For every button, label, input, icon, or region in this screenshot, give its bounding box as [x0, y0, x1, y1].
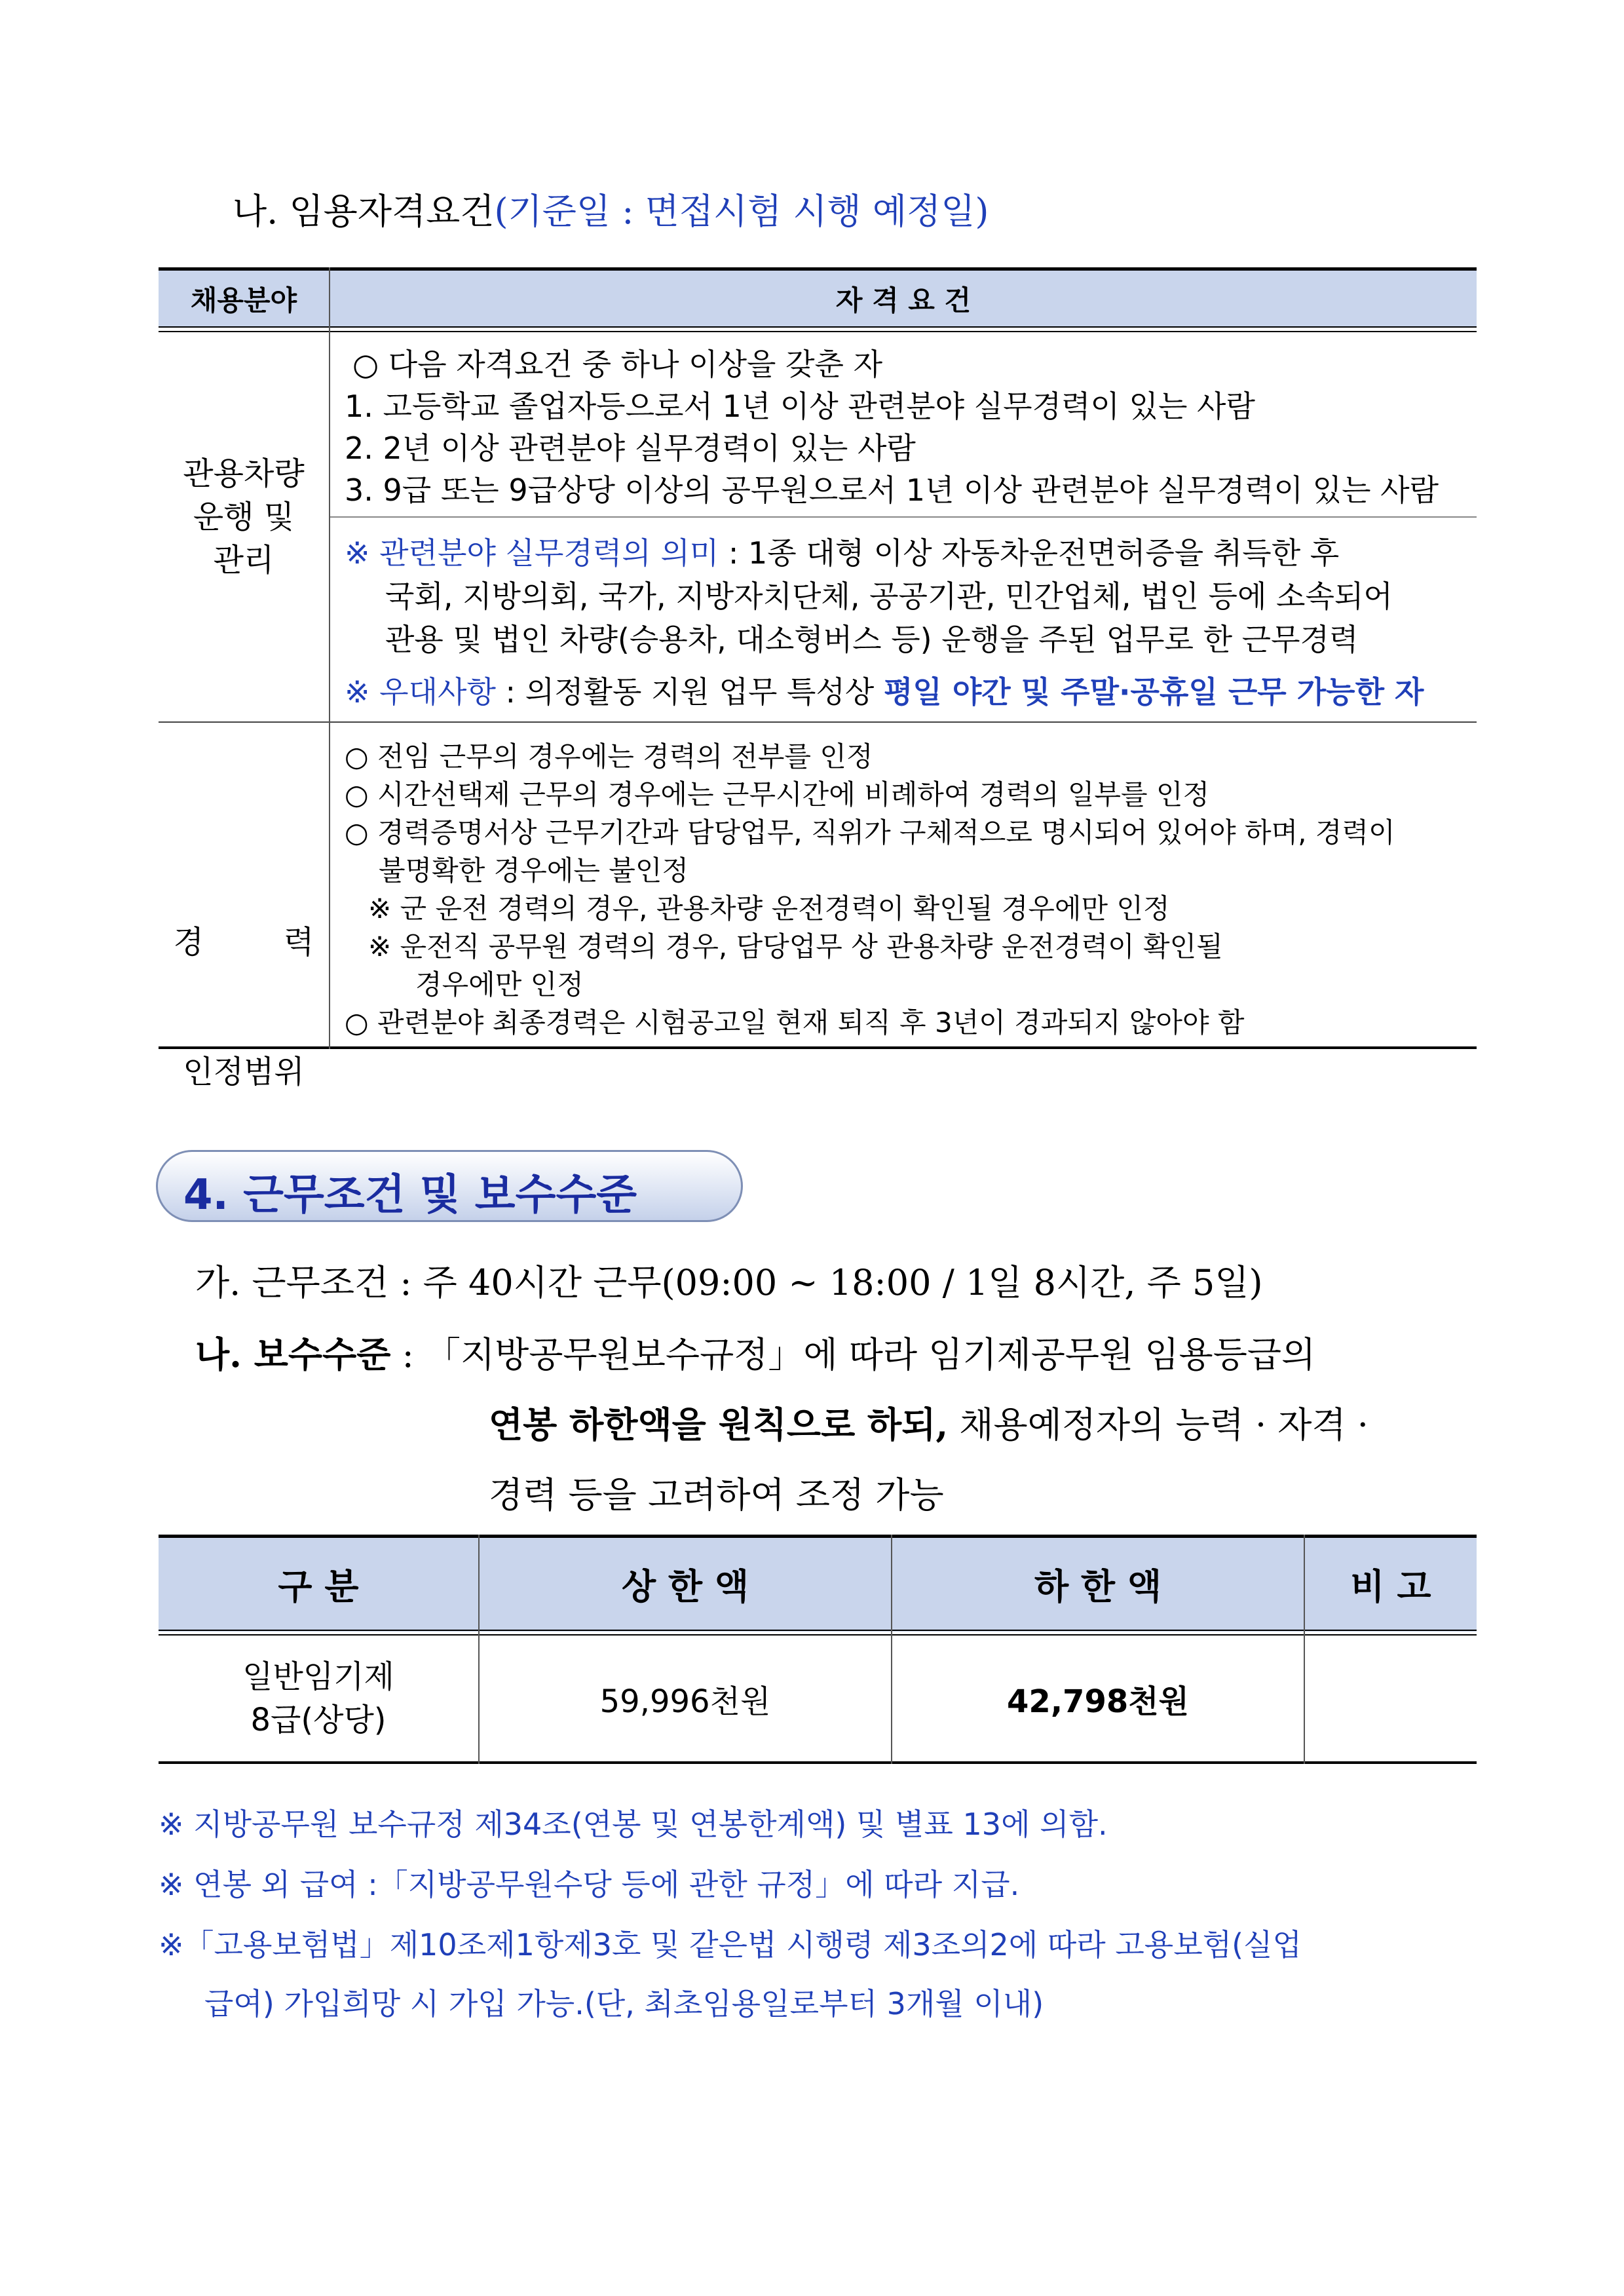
work-conditions-label: 가. 근무조건	[195, 1262, 389, 1303]
header-requirements: 자 격 요 건	[835, 284, 972, 316]
row2-line: ○ 전임 근무의 경우에는 경력의 전부를 인정	[345, 740, 873, 773]
work-conditions-text: : 주 40시간 근무(09:00 ~ 18:00 / 1일 8시간, 주 5일)	[388, 1262, 1263, 1303]
row1-note-experience	[345, 529, 1339, 573]
pay-level-label: 나. 보수수준	[195, 1333, 391, 1375]
row1-category	[159, 452, 329, 582]
salary-grade-line2: 8급(상당)	[250, 1702, 387, 1738]
pay-level-line2-bold: 연봉 하한액을 원칙으로 하되,	[489, 1404, 949, 1445]
qualification-table	[159, 267, 1477, 1090]
row1-line: 3. 9급 또는 9급상당 이상의 공무원으로서 1년 이상 관련분야 실무경력이 있는 사람	[345, 472, 1439, 508]
pay-level-line3: 경력 등을 고려하여 조정 가능	[489, 1474, 944, 1516]
pay-level-line2	[489, 1397, 1369, 1447]
row2-category-line: 인정범위	[183, 1054, 305, 1090]
section-na-heading	[233, 183, 989, 234]
note-experience-text: : 1종 대형 이상 자동차운전면허증을 취득한 후	[719, 535, 1340, 571]
note-preference-text: : 의정활동 지원 업무 특성상	[495, 674, 884, 710]
section4-title: 4. 근무조건 및 보수수준	[183, 1171, 637, 1219]
pay-level-line2-rest: 채용예정자의 능력 · 자격 ·	[948, 1404, 1369, 1445]
row2-line: ○ 관련분야 최종경력은 시험공고일 현재 퇴직 후 3년이 경과되지 않아야 함	[345, 1006, 1245, 1039]
row1-note-cont: 관용 및 법인 차량(승용차, 대소형버스 등) 운행을 주된 업무로 한 근무경력	[385, 622, 1359, 657]
note-preference-bold: 평일 야간 및 주말·공휴일 근무 가능한 자	[883, 674, 1424, 710]
note-experience-label: ※ 관련분야 실무경력의 의미	[345, 535, 719, 571]
row1-line: 1. 고등학교 졸업자등으로서 1년 이상 관련분야 실무경력이 있는 사람	[345, 389, 1255, 424]
row2-line: ※ 군 운전 경력의 경우, 관용차량 운전경력이 확인될 경우에만 인정	[368, 892, 1170, 925]
note-employment-insurance-cont: 급여) 가입희망 시 가입 가능.(단, 최초임용일로부터 3개월 이내)	[204, 1986, 1044, 2021]
note-other-pay: ※ 연봉 외 급여 :「지방공무원수당 등에 관한 규정」에 따라 지급.	[159, 1867, 1020, 1902]
salary-header-category: 구 분	[278, 1565, 359, 1607]
salary-header-remark: 비 고	[1350, 1565, 1431, 1607]
salary-grade	[159, 1636, 478, 1761]
section-na-suffix: (기준일 : 면접시험 시행 예정일)	[494, 191, 989, 232]
salary-table	[159, 1535, 1477, 1764]
note-employment-insurance: ※「고용보험법」제10조제1항제3호 및 같은법 시행령 제3조의2에 따라 고용보험(실업	[159, 1927, 1302, 1962]
note-preference-label: ※ 우대사항	[345, 674, 496, 710]
row1-category-line: 관리	[213, 542, 274, 579]
salary-remark	[1305, 1636, 1477, 1761]
row1-note-preference	[345, 668, 1424, 712]
row1-line: ○ 다음 자격요건 중 하나 이상을 갖춘 자	[352, 347, 883, 382]
row1-line: 2. 2년 이상 관련분야 실무경력이 있는 사람	[345, 430, 916, 466]
row2-line: 불명확한 경우에는 불인정	[379, 854, 689, 887]
salary-grade-line1: 일반임기제	[242, 1658, 394, 1695]
note-salary-regulation: ※ 지방공무원 보수규정 제34조(연봉 및 연봉한계액) 및 별표 13에 의함.	[159, 1807, 1108, 1842]
pay-level	[195, 1327, 1315, 1377]
row1-note-cont: 국회, 지방의회, 국가, 지방자치단체, 공공기관, 민간업체, 법인 등에 소속되어	[385, 579, 1393, 614]
row2-category-line: 경 력	[173, 924, 314, 961]
salary-header-upper: 상 한 액	[621, 1565, 749, 1607]
row2-line: ○ 시간선택제 근무의 경우에는 근무시간에 비례하여 경력의 일부를 인정	[345, 778, 1210, 811]
row2-category	[159, 834, 329, 1180]
row2-line: ※ 운전직 공무원 경력의 경우, 담당업무 상 관용차량 운전경력이 확인될	[368, 930, 1223, 963]
section-na-prefix: 나. 임용자격요건	[233, 191, 495, 232]
pay-level-line1: : 「지방공무원보수규정」에 따라 임기제공무원 임용등급의	[390, 1334, 1316, 1375]
salary-lower: 42,798천원	[1007, 1683, 1189, 1720]
header-category: 채용분야	[190, 284, 297, 316]
salary-header-lower: 하 한 액	[1034, 1565, 1162, 1607]
row1-category-line: 관용차량	[183, 455, 305, 492]
work-conditions	[195, 1255, 1263, 1305]
salary-upper: 59,996천원	[599, 1683, 771, 1720]
row1-category-line: 운행 및	[193, 499, 295, 535]
row2-line: 경우에만 인정	[415, 968, 584, 1001]
row2-line: ○ 경력증명서상 근무기간과 담당업무, 직위가 구체적으로 명시되어 있어야 하며, 경력이	[345, 816, 1395, 849]
